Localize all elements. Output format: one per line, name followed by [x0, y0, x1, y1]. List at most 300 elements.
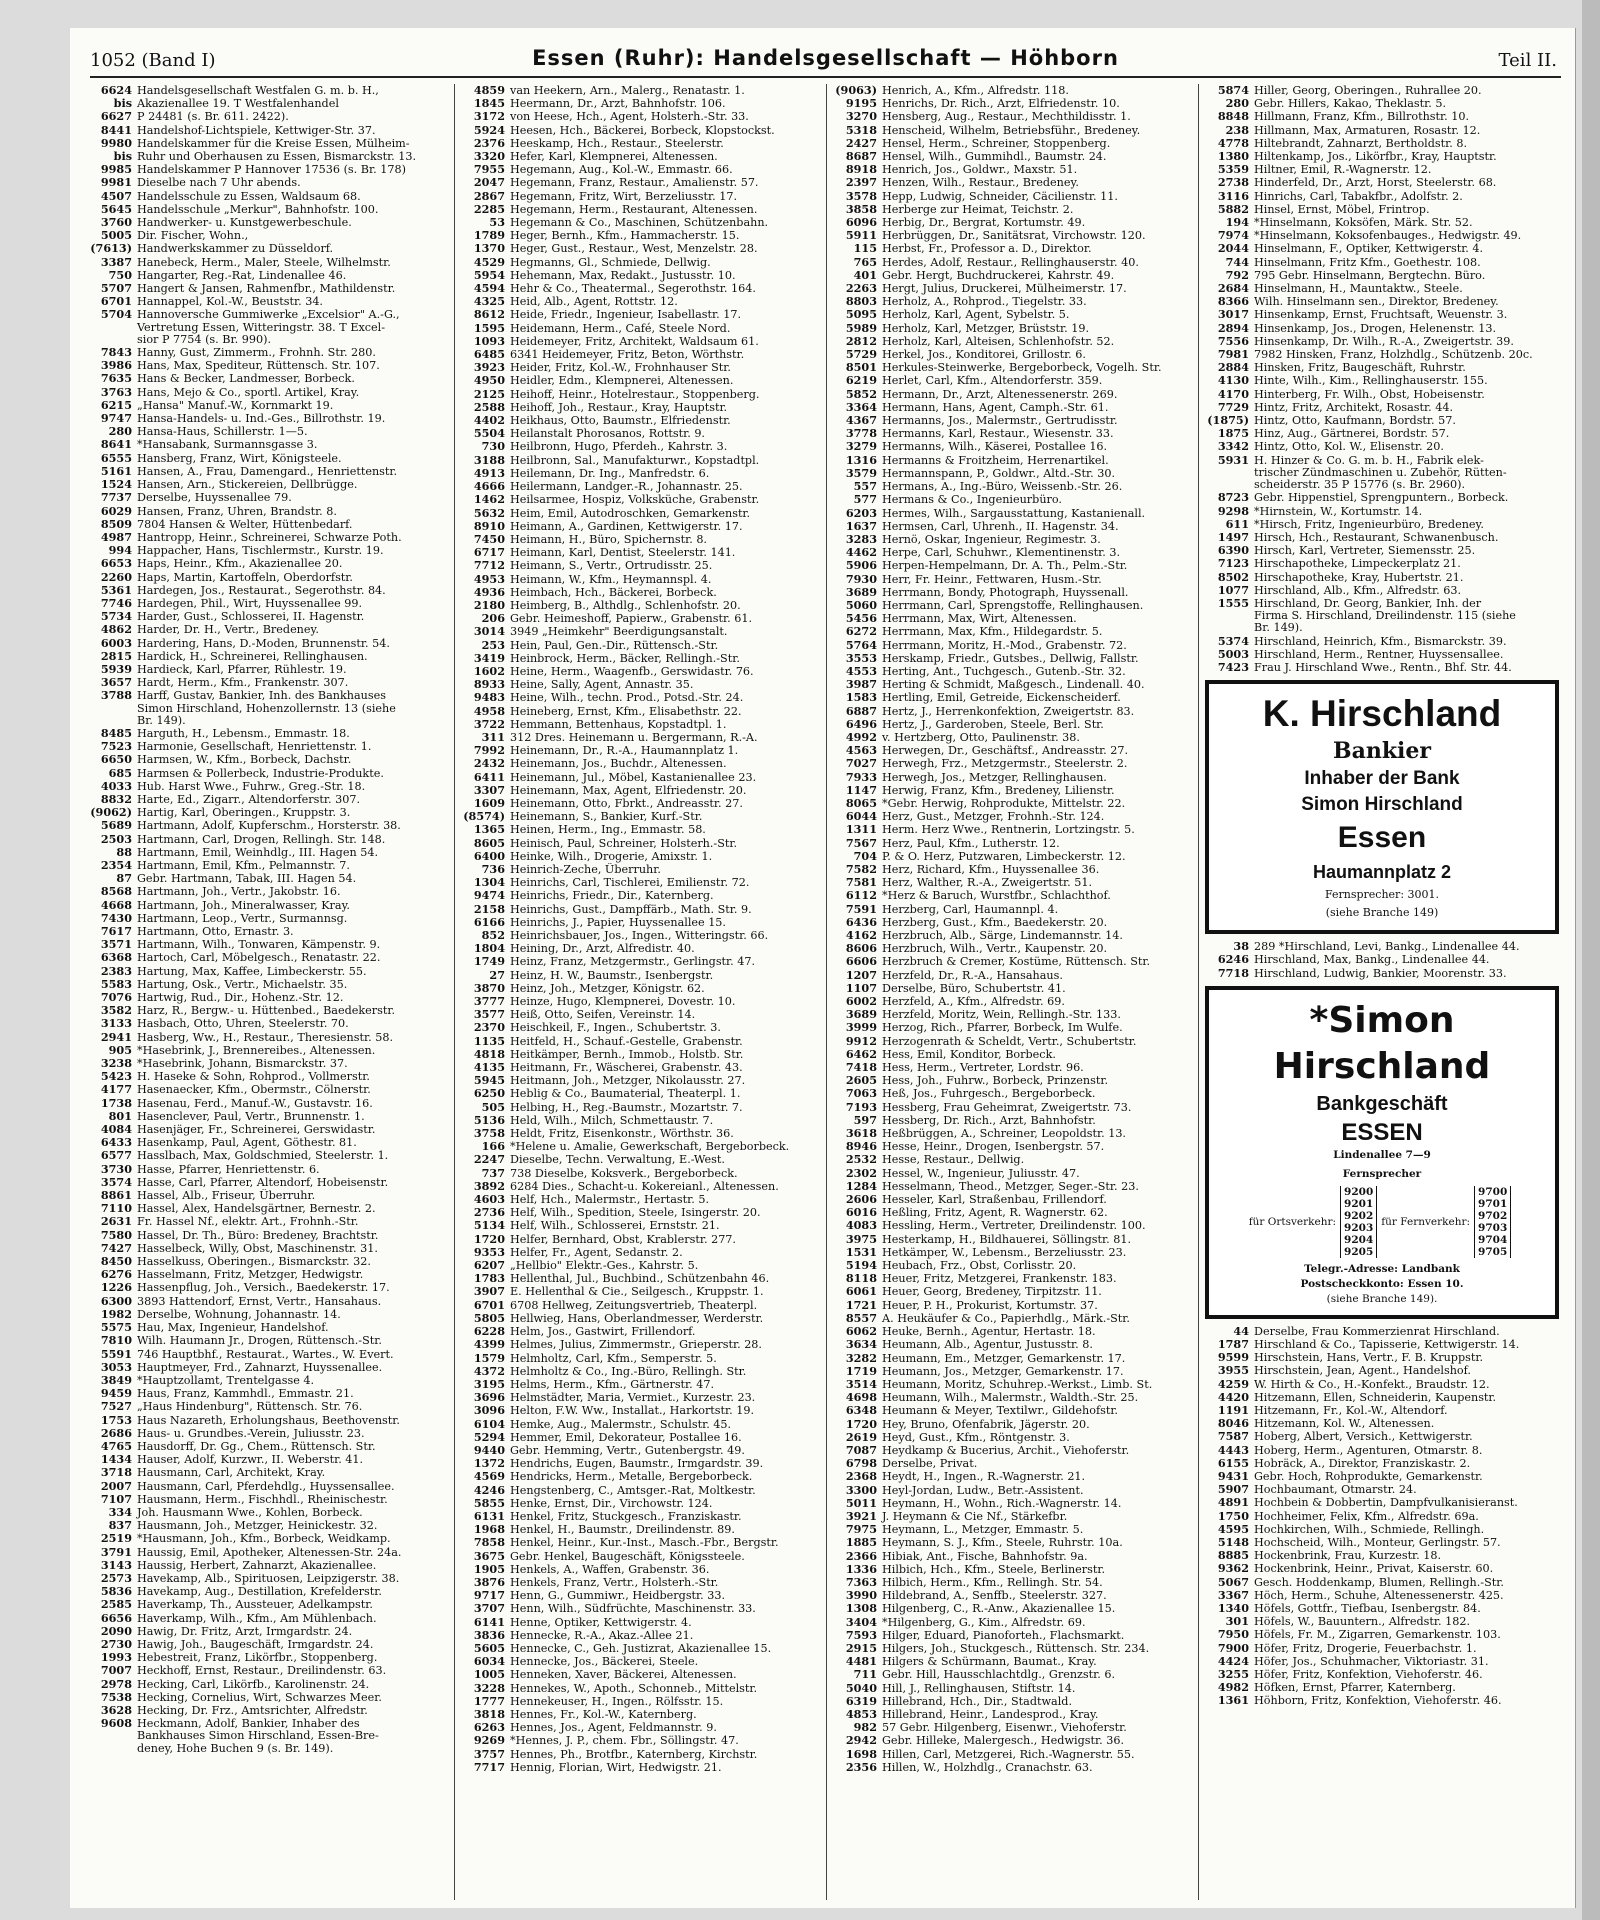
entry-text: A. Heukäufer & Co., Papierhdlg., Märk.-Str.	[882, 1311, 1130, 1325]
entry-text: Havekamp, Alb., Spirituosen, Leipzigerstr. 38.	[137, 1571, 400, 1585]
entry-text: Helf, Wilh., Spedition, Steele, Isingerstr. 20.	[510, 1206, 761, 1220]
entry-text: Henrich, A., Kfm., Alfredstr. 118.	[882, 84, 1069, 97]
entry-phone-number: 7617	[100, 925, 132, 938]
entry-text: Hirschland, Heinrich, Kfm., Bismarckstr. 39.	[1254, 634, 1507, 648]
directory-entry	[459, 203, 817, 216]
entry-phone-number: 6701	[100, 295, 132, 309]
entry-phone-number: 1531	[845, 1245, 877, 1259]
entry-phone-number: 4553	[845, 664, 877, 678]
entry-text: Henkel, Fritz, Stuckgesch., Franziskastr.	[510, 1509, 742, 1523]
entry-phone-number: 6348	[845, 1404, 877, 1418]
entry-text: Haussig, Herbert, Zahnarzt, Akazienallee.	[137, 1558, 377, 1572]
entry-text: Heilbronn, Sal., Manufakturwr., Kopstadtpl.	[510, 453, 760, 467]
entry-text: Dieselbe nach 7 Uhr abends.	[137, 176, 301, 190]
directory-entry	[86, 846, 444, 859]
directory-entry	[86, 84, 444, 97]
entry-phone-number: 7591	[845, 902, 877, 916]
entry-text: Herzbruch, Alb., Särge, Lindemannstr. 14.	[882, 929, 1123, 942]
entry-text: Heikhaus, Otto, Baumstr., Elfriedenstr.	[510, 414, 731, 428]
entry-text: Heidemann, Herm., Café, Steele Nord.	[510, 321, 731, 335]
entry-text: Hiltner, Emil, R.-Wagnerstr. 12.	[1254, 163, 1432, 177]
directory-entry	[86, 1163, 444, 1176]
directory-entry	[831, 1312, 1189, 1325]
directory-entry	[831, 837, 1189, 850]
entry-phone-number: 6228	[473, 1325, 505, 1339]
entry-text: Henzen, Wilh., Restaur., Bredeney.	[882, 176, 1079, 190]
entry-text: Heimann, A., Gardinen, Kettwigerstr. 17.	[510, 519, 743, 533]
entry-text: *Hausmann, Joh., Kfm., Borbeck, Weidkamp.	[137, 1532, 391, 1546]
directory-entry	[86, 1083, 444, 1096]
directory-entry	[86, 1480, 444, 1493]
entry-phone-number: 6411	[473, 770, 505, 784]
directory-entry	[1203, 635, 1561, 648]
directory-entry	[459, 995, 817, 1008]
entry-text: Heumann, Jos., Metzger, Gemarkenstr. 17.	[882, 1364, 1124, 1378]
entry-phone-number: 1462	[473, 493, 505, 507]
entry-phone-number: 3387	[100, 255, 132, 269]
entry-text: Hegemann & Co., Maschinen, Schützenbahn.	[510, 216, 769, 230]
entry-phone-number: 3757	[473, 1747, 505, 1761]
directory-entry	[831, 1285, 1189, 1298]
entry-phone-number: 7933	[845, 770, 877, 784]
entry-phone-number: 505	[481, 1100, 505, 1114]
directory-entry	[831, 929, 1189, 942]
entry-phone-number: 5359	[1217, 163, 1249, 177]
entry-phone-number: 6887	[845, 704, 877, 718]
entry-phone-number: 2605	[845, 1074, 877, 1088]
entry-text: Heining, Dr., Arzt, Alfredistr. 40.	[510, 942, 695, 956]
directory-entry	[1203, 1496, 1561, 1509]
directory-entry	[459, 1404, 817, 1417]
entry-text: Hartung, Max, Kaffee, Limbeckerstr. 55.	[137, 964, 367, 978]
entry-text: Hardieck, Karl, Pfarrer, Rühlestr. 19.	[137, 662, 347, 676]
entry-phone-number: 5003	[1217, 647, 1249, 661]
directory-entry	[459, 1008, 817, 1021]
entry-text: Heilbronn, Hugo, Pferdeh., Kahrstr. 3.	[510, 440, 728, 454]
entry-text: Hildebrand, A., Senffb., Steelerstr. 327.	[882, 1589, 1107, 1603]
directory-entry	[831, 190, 1189, 203]
directory-entry	[459, 586, 817, 599]
entry-text: Heldt, Fritz, Eisenkonstr., Wörthstr. 36.	[510, 1127, 734, 1141]
entry-text: Gebr. Hippenstiel, Sprengpuntern., Borbeck.	[1254, 491, 1509, 505]
entry-phone-number: 6034	[473, 1655, 505, 1669]
directory-entry	[831, 203, 1189, 216]
entry-text: Hockenbrink, Frau, Kurzestr. 18.	[1254, 1549, 1442, 1563]
directory-entry	[459, 797, 817, 810]
entry-phone-number: 9912	[845, 1034, 877, 1048]
entry-text: Hesselmann, Theod., Metzger, Seger.-Str. 23.	[882, 1179, 1139, 1193]
ad2-telegram: Telegr.-Adresse: Landbank	[1304, 1262, 1460, 1275]
directory-entry	[831, 546, 1189, 559]
entry-text: *Hilgenberg, G., Kim., Alfredstr. 69.	[882, 1615, 1086, 1629]
advertisement-simon-hirschland	[1205, 986, 1559, 1319]
directory-entry	[831, 1048, 1189, 1061]
directory-entry	[86, 1070, 444, 1083]
entry-phone-number: 4529	[473, 255, 505, 269]
entry-phone-number: 7110	[100, 1202, 132, 1216]
entry-phone-number: 2503	[100, 832, 132, 846]
directory-entry	[831, 97, 1189, 110]
directory-entry	[459, 599, 817, 612]
entry-phone-number: 3582	[100, 1004, 132, 1018]
entry-text: Herting & Schmidt, Maßgesch., Lindenall. 40.	[882, 678, 1145, 692]
directory-entry	[459, 1576, 817, 1589]
page-part: Teil II.	[1498, 50, 1557, 71]
directory-entry	[86, 203, 444, 216]
directory-entry	[831, 1352, 1189, 1365]
entry-phone-number: 5882	[1217, 202, 1249, 216]
entry-phone-number: 3955	[1217, 1364, 1249, 1378]
entry-text: Heymann, L., Metzger, Emmastr. 5.	[882, 1523, 1084, 1537]
directory-entry	[459, 1589, 817, 1602]
directory-entry	[1203, 295, 1561, 308]
directory-entry	[831, 1734, 1189, 1747]
directory-entry	[459, 1325, 817, 1338]
entry-text: Hegemann, Fritz, Wirt, Berzeliusstr. 17.	[510, 189, 738, 203]
directory-entry	[1203, 1589, 1561, 1602]
entry-text: Hermann, Hans, Agent, Camph.-Str. 61.	[882, 400, 1109, 414]
entry-phone-number: 6650	[100, 753, 132, 767]
entry-text: Hessel, W., Ingenieur, Juliusstr. 47.	[882, 1166, 1080, 1180]
entry-phone-number: 8441	[100, 123, 132, 137]
entry-phone-number: 4083	[845, 1219, 877, 1233]
entry-phone-number: 4162	[845, 929, 877, 942]
entry-text: Hennes, Jos., Agent, Feldmannstr. 9.	[510, 1721, 717, 1735]
entry-phone-number: 1982	[100, 1307, 132, 1321]
entry-phone-number: 2260	[100, 570, 132, 584]
entry-phone-number: 3675	[473, 1549, 505, 1563]
directory-entry	[459, 427, 817, 440]
directory-entry	[86, 1189, 444, 1202]
directory-entry	[831, 308, 1189, 321]
entry-text: Heuer, P. H., Prokurist, Kortumstr. 37.	[882, 1298, 1098, 1312]
entry-phone-number: 737	[481, 1166, 505, 1180]
entry-text: *Hasebrink, J., Brennereibes., Altenessen.	[137, 1043, 376, 1057]
directory-entry	[86, 1308, 444, 1321]
directory-entry	[86, 1348, 444, 1361]
entry-text: Höfels, Gottfr., Tiefbau, Isenbergstr. 84.	[1254, 1602, 1481, 1616]
entry-text: Herz, Walther, R.-A., Zweigertstr. 51.	[882, 876, 1092, 890]
directory-entry	[459, 388, 817, 401]
entry-phone-number: 1753	[100, 1413, 132, 1427]
directory-entry	[86, 322, 444, 334]
directory-entry	[86, 1229, 444, 1242]
entry-text: Haps, Heinr., Kfm., Akazienallee 20.	[137, 557, 343, 571]
entry-text: Heinke, Wilh., Drogerie, Amixstr. 1.	[510, 849, 713, 863]
entry-phone-number: 2686	[100, 1426, 132, 1440]
entry-text: Hennekes, W., Apoth., Schonneb., Mittelstr.	[510, 1681, 758, 1695]
entry-text: Hoberg, Herm., Agenturen, Otmarstr. 8.	[1254, 1443, 1483, 1457]
entry-phone-number: 6246	[1217, 953, 1249, 967]
directory-entry	[459, 639, 817, 652]
entry-phone-number: 2368	[845, 1470, 877, 1484]
directory-entry	[86, 1215, 444, 1228]
entry-phone-number: 8366	[1217, 295, 1249, 309]
entry-text: 7982 Hinsken, Franz, Holzhdlg., Schützenb. 20c.	[1254, 348, 1533, 362]
entry-text: Hey, Bruno, Ofenfabrik, Jägerstr. 20.	[882, 1417, 1090, 1431]
directory-entry	[86, 295, 444, 308]
entry-text: Gebr. Heimeshoff, Papierw., Grabenstr. 61.	[510, 612, 752, 626]
directory-entry	[1203, 374, 1561, 387]
entry-phone-number: 597	[853, 1113, 877, 1127]
phone-number: 9200	[1344, 1185, 1374, 1198]
ad2-phone-table	[1215, 1186, 1549, 1258]
entry-text: Harder, Gust., Schlosserei, II. Hagenstr.	[137, 610, 365, 624]
column-4-end-entries	[1203, 1325, 1561, 1708]
entry-text: Heihoff, Heinr., Hotelrestaur., Stoppenberg.	[510, 387, 760, 401]
entry-text: Heidler, Edm., Klempnerei, Altenessen.	[510, 374, 734, 388]
entry-phone-number: 5575	[100, 1321, 132, 1335]
directory-entry	[1203, 953, 1561, 966]
directory-entry	[831, 863, 1189, 876]
directory-entry	[459, 216, 817, 229]
directory-entry	[86, 1598, 444, 1611]
ad1-address: Haumannplatz 2	[1312, 862, 1452, 883]
directory-entry	[86, 1678, 444, 1691]
entry-text: Harmonie, Gesellschaft, Henriettenstr. 1.	[137, 740, 372, 754]
entry-phone-number: 4936	[473, 585, 505, 599]
entry-text: Herlet, Carl, Kfm., Altendorferstr. 359.	[882, 374, 1103, 388]
directory-entry	[459, 1734, 817, 1747]
ad2-city: ESSEN	[1341, 1118, 1423, 1146]
entry-phone-number: 1609	[473, 796, 505, 810]
directory-entry	[86, 584, 444, 597]
entry-phone-number: 9474	[473, 889, 505, 903]
entry-phone-number: 6390	[1217, 544, 1249, 558]
entry-phone-number: 704	[853, 849, 877, 863]
directory-entry	[831, 1721, 1189, 1734]
entry-text: Hinderfeld, Dr., Arzt, Horst, Steelerstr. 68.	[1254, 176, 1497, 190]
entry-text: Helmes, Julius, Zimmermstr., Grieperstr. 28.	[510, 1338, 762, 1352]
entry-phone-number: 5729	[845, 348, 877, 362]
entry-text: Heinemann, Jos., Buchdr., Altenessen.	[510, 757, 727, 771]
entry-phone-number: 4958	[473, 704, 505, 718]
entry-text: Herrmann, Bondy, Photograph, Huyssenall.	[882, 585, 1129, 599]
entry-text: Hinselmann, F., Optiker, Kettwigerstr. 4.	[1254, 242, 1484, 256]
entry-text: Hepp, Ludwig, Schneider, Cäcilienstr. 11.	[882, 189, 1118, 203]
entry-text: P. & O. Herz, Putzwaren, Limbeckerstr. 12.	[882, 849, 1126, 863]
entry-text: 795 Gebr. Hinselmann, Bergtechn. Büro.	[1254, 268, 1486, 282]
entry-text: Frau J. Hirschland Wwe., Rentn., Bhf. Str. 44.	[1254, 660, 1512, 674]
entry-text: *Hansabank, Surmannsgasse 3.	[137, 438, 318, 452]
directory-entry	[86, 359, 444, 372]
directory-entry	[86, 544, 444, 557]
entry-text: Heischkeil, F., Ingen., Schubertstr. 3.	[510, 1021, 721, 1035]
entry-text: *Hasebrink, Johann, Bismarckstr. 37.	[137, 1057, 348, 1071]
entry-text: H. Haseke & Sohn, Rohprod., Vollmerstr.	[137, 1070, 370, 1084]
entry-phone-number: 2366	[845, 1549, 877, 1563]
column-4-mid-entries	[1203, 940, 1561, 980]
entry-phone-number: 3404	[845, 1615, 877, 1629]
entry-phone-number: 2263	[845, 282, 877, 296]
entry-text: Henkel, Heinr., Kur.-Inst., Masch.-Fbr., Bergstr.	[510, 1536, 779, 1550]
entry-phone-number: 5911	[845, 229, 877, 243]
entry-phone-number: 4818	[473, 1047, 505, 1061]
directory-entry	[1203, 622, 1561, 634]
entry-text: Heide, Friedr., Ingenieur, Isabellastr. 17.	[510, 308, 742, 322]
directory-entry	[459, 1536, 817, 1549]
directory-entry	[1203, 648, 1561, 661]
entry-text: Hasse, Pfarrer, Henriettenstr. 6.	[137, 1162, 320, 1176]
directory-entry	[1203, 1628, 1561, 1641]
directory-entry	[86, 1097, 444, 1110]
entry-phone-number: 9269	[473, 1734, 505, 1748]
directory-entry	[459, 546, 817, 559]
entry-text: Haus Nazareth, Erholungshaus, Beethovenstr.	[137, 1413, 400, 1427]
entry-text: Hirschstein, Jean, Agent., Handelshof.	[1254, 1364, 1471, 1378]
directory-entry	[459, 1668, 817, 1681]
entry-phone-number: 3778	[845, 427, 877, 441]
directory-entry	[86, 1559, 444, 1572]
entry-phone-number: 3777	[473, 995, 505, 1009]
entry-phone-number: 8509	[100, 517, 132, 531]
entry-phone-number: 4135	[473, 1061, 505, 1075]
entry-phone-number: 9981	[100, 176, 132, 190]
directory-entry	[86, 925, 444, 938]
entry-text: 312 Dres. Heinemann u. Bergermann, R.-A.	[510, 730, 758, 744]
entry-text: Henrichs, Dr. Rich., Arzt, Elfriedenstr. 10.	[882, 97, 1120, 111]
directory-entry	[86, 518, 444, 531]
entry-text: Heimbach, Hch., Bäckerei, Borbeck.	[510, 585, 717, 599]
entry-text: Ruhr und Oberhausen zu Essen, Bismarckstr. 13.	[137, 150, 417, 164]
entry-phone-number: 1595	[473, 321, 505, 335]
directory-entry	[459, 744, 817, 757]
entry-phone-number: 6250	[473, 1087, 505, 1101]
entry-text: Hiltebrandt, Zahnarzt, Bertholdstr. 8.	[1254, 136, 1468, 150]
entry-text: Hansen, Franz, Uhren, Brandstr. 8.	[137, 504, 337, 518]
entry-text: Harff, Gustav, Bankier, Inh. des Bankhauses	[137, 689, 386, 703]
entry-phone-number: 3143	[100, 1558, 132, 1572]
entry-phone-number: 8687	[845, 150, 877, 164]
directory-entry	[459, 1272, 817, 1285]
directory-entry	[459, 652, 817, 665]
directory-entry	[459, 335, 817, 348]
directory-entry	[459, 876, 817, 889]
ad2-local-numbers	[1340, 1186, 1377, 1258]
entry-phone-number: 9747	[100, 412, 132, 426]
entry-phone-number: 2302	[845, 1166, 877, 1180]
directory-entry	[831, 1338, 1189, 1351]
entry-text: J. Heymann & Cie Nf., Stärkefbr.	[882, 1509, 1068, 1523]
directory-entry	[831, 1035, 1189, 1048]
entry-phone-number: 6112	[845, 889, 877, 903]
entry-phone-number: 9431	[1217, 1469, 1249, 1483]
entry-text: Helm, Jos., Gastwirt, Frillendorf.	[510, 1325, 696, 1339]
entry-phone-number: 2585	[100, 1598, 132, 1612]
entry-text: Hans, Max, Spediteur, Rüttensch. Str. 107.	[137, 359, 380, 373]
entry-phone-number: 9483	[473, 691, 505, 705]
directory-entry	[86, 767, 444, 780]
entry-text: Hasslbach, Max, Goldschmied, Steelerstr. 1.	[137, 1149, 389, 1163]
entry-text: Br. 149).	[1254, 622, 1303, 635]
directory-entry	[831, 1219, 1189, 1232]
directory-entry	[831, 1246, 1189, 1259]
directory-entry	[459, 1708, 817, 1721]
entry-phone-number: 4399	[473, 1338, 505, 1352]
directory-entry	[459, 533, 817, 546]
directory-entry	[459, 348, 817, 361]
entry-phone-number: 5605	[473, 1641, 505, 1655]
entry-phone-number: 6166	[473, 915, 505, 929]
entry-phone-number: 1207	[845, 968, 877, 982]
entry-phone-number: 1361	[1217, 1694, 1249, 1708]
entry-text: 6708 Hellweg, Zeitungsvertrieb, Theaterpl.	[510, 1298, 758, 1312]
entry-text: Heinrichs, J., Papier, Huyssenallee 15.	[510, 915, 726, 929]
directory-entry	[831, 493, 1189, 506]
entry-text: Henne, Optiker, Kettwigerstr. 4.	[510, 1615, 692, 1629]
entry-text: Hirsch, Karl, Vertreter, Siemensstr. 25.	[1254, 544, 1476, 558]
entry-text: Hensberg, Aug., Restaur., Mechthildisstr. 1.	[882, 110, 1131, 124]
entry-phone-number: 88	[116, 845, 132, 859]
entry-text: Herberge zur Heimat, Teichstr. 2.	[882, 202, 1074, 216]
entry-text: Herpen-Hempelmann, Dr. A. Th., Pelm.-Str.	[882, 559, 1128, 573]
entry-text: Hangert & Jansen, Rahmenfbr., Mathildenstr.	[137, 282, 396, 296]
directory-entry	[86, 1519, 444, 1532]
entry-phone-number: 6272	[845, 625, 877, 639]
directory-entry	[831, 876, 1189, 889]
directory-entry	[86, 1625, 444, 1638]
entry-phone-number: 2158	[473, 902, 505, 916]
entry-phone-number: 1340	[1217, 1602, 1249, 1616]
entry-phone-number: 1783	[473, 1272, 505, 1286]
entry-text: Hirschapotheke, Kray, Hubertstr. 21.	[1254, 570, 1464, 584]
directory-entry	[831, 467, 1189, 480]
directory-entry	[459, 718, 817, 731]
entry-phone-number: 5148	[1217, 1536, 1249, 1549]
entry-phone-number: 5764	[845, 638, 877, 652]
entry-text: Hinrichs, Carl, Tabakfbr., Adolfstr. 2.	[1254, 189, 1463, 203]
entry-phone-number: 334	[108, 1505, 132, 1519]
entry-phone-number: 8606	[845, 942, 877, 956]
entry-text: Hillmann, Max, Armaturen, Rosastr. 12.	[1254, 123, 1481, 137]
entry-phone-number: 7843	[100, 346, 132, 360]
directory-entry	[459, 440, 817, 453]
entry-text: Wilh. Haumann Jr., Drogen, Rüttensch.-Str.	[137, 1334, 382, 1348]
directory-entry	[86, 1374, 444, 1387]
entry-phone-number: 4668	[100, 898, 132, 912]
entry-text: Hasselmann, Fritz, Metzger, Hedwigstr.	[137, 1268, 364, 1282]
entry-phone-number: 4481	[845, 1655, 877, 1669]
entry-phone-number: 5583	[100, 977, 132, 991]
directory-entry	[459, 1206, 817, 1219]
directory-entry	[1203, 661, 1561, 674]
entry-text: Hansen, Arn., Stickereien, Dellbrügge.	[137, 478, 358, 492]
entry-phone-number: 730	[481, 440, 505, 454]
entry-text: Hinsenkamp, Dr. Wilh., R.-A., Zweigertstr. 39.	[1254, 334, 1514, 348]
entry-phone-number: 7900	[1217, 1641, 1249, 1655]
entry-text: Hermans, A., Ing.-Büro, Weissenb.-Str. 26.	[882, 480, 1123, 494]
entry-phone-number: 6400	[473, 849, 505, 863]
entry-phone-number: 8612	[473, 308, 505, 322]
directory-entry	[1203, 584, 1561, 597]
entry-text: Heineberg, Ernst, Kfm., Elisabethstr. 22.	[510, 704, 742, 718]
directory-entry	[1203, 388, 1561, 401]
entry-phone-number: 5805	[473, 1311, 505, 1325]
entry-text: Heimann, H., Büro, Spichernstr. 8.	[510, 532, 707, 546]
directory-entry	[831, 1563, 1189, 1576]
entry-phone-number: 1380	[1217, 150, 1249, 164]
entry-phone-number: 7007	[100, 1664, 132, 1678]
entry-text: Hawig, Dr. Fritz, Arzt, Irmgardstr. 24.	[137, 1624, 353, 1638]
entry-text: Hesse, Heinr., Drogen, Isenbergstr. 57.	[882, 1140, 1105, 1154]
entry-phone-number: 6606	[845, 955, 877, 969]
directory-entry	[459, 401, 817, 414]
entry-text: Hauptmeyer, Frd., Zahnarzt, Huyssenallee.	[137, 1360, 383, 1374]
directory-entry	[831, 1114, 1189, 1127]
entry-text: Heitmann, Joh., Metzger, Nikolausstr. 27.	[510, 1074, 746, 1088]
directory-entry	[459, 1035, 817, 1048]
directory-entry	[831, 1021, 1189, 1034]
